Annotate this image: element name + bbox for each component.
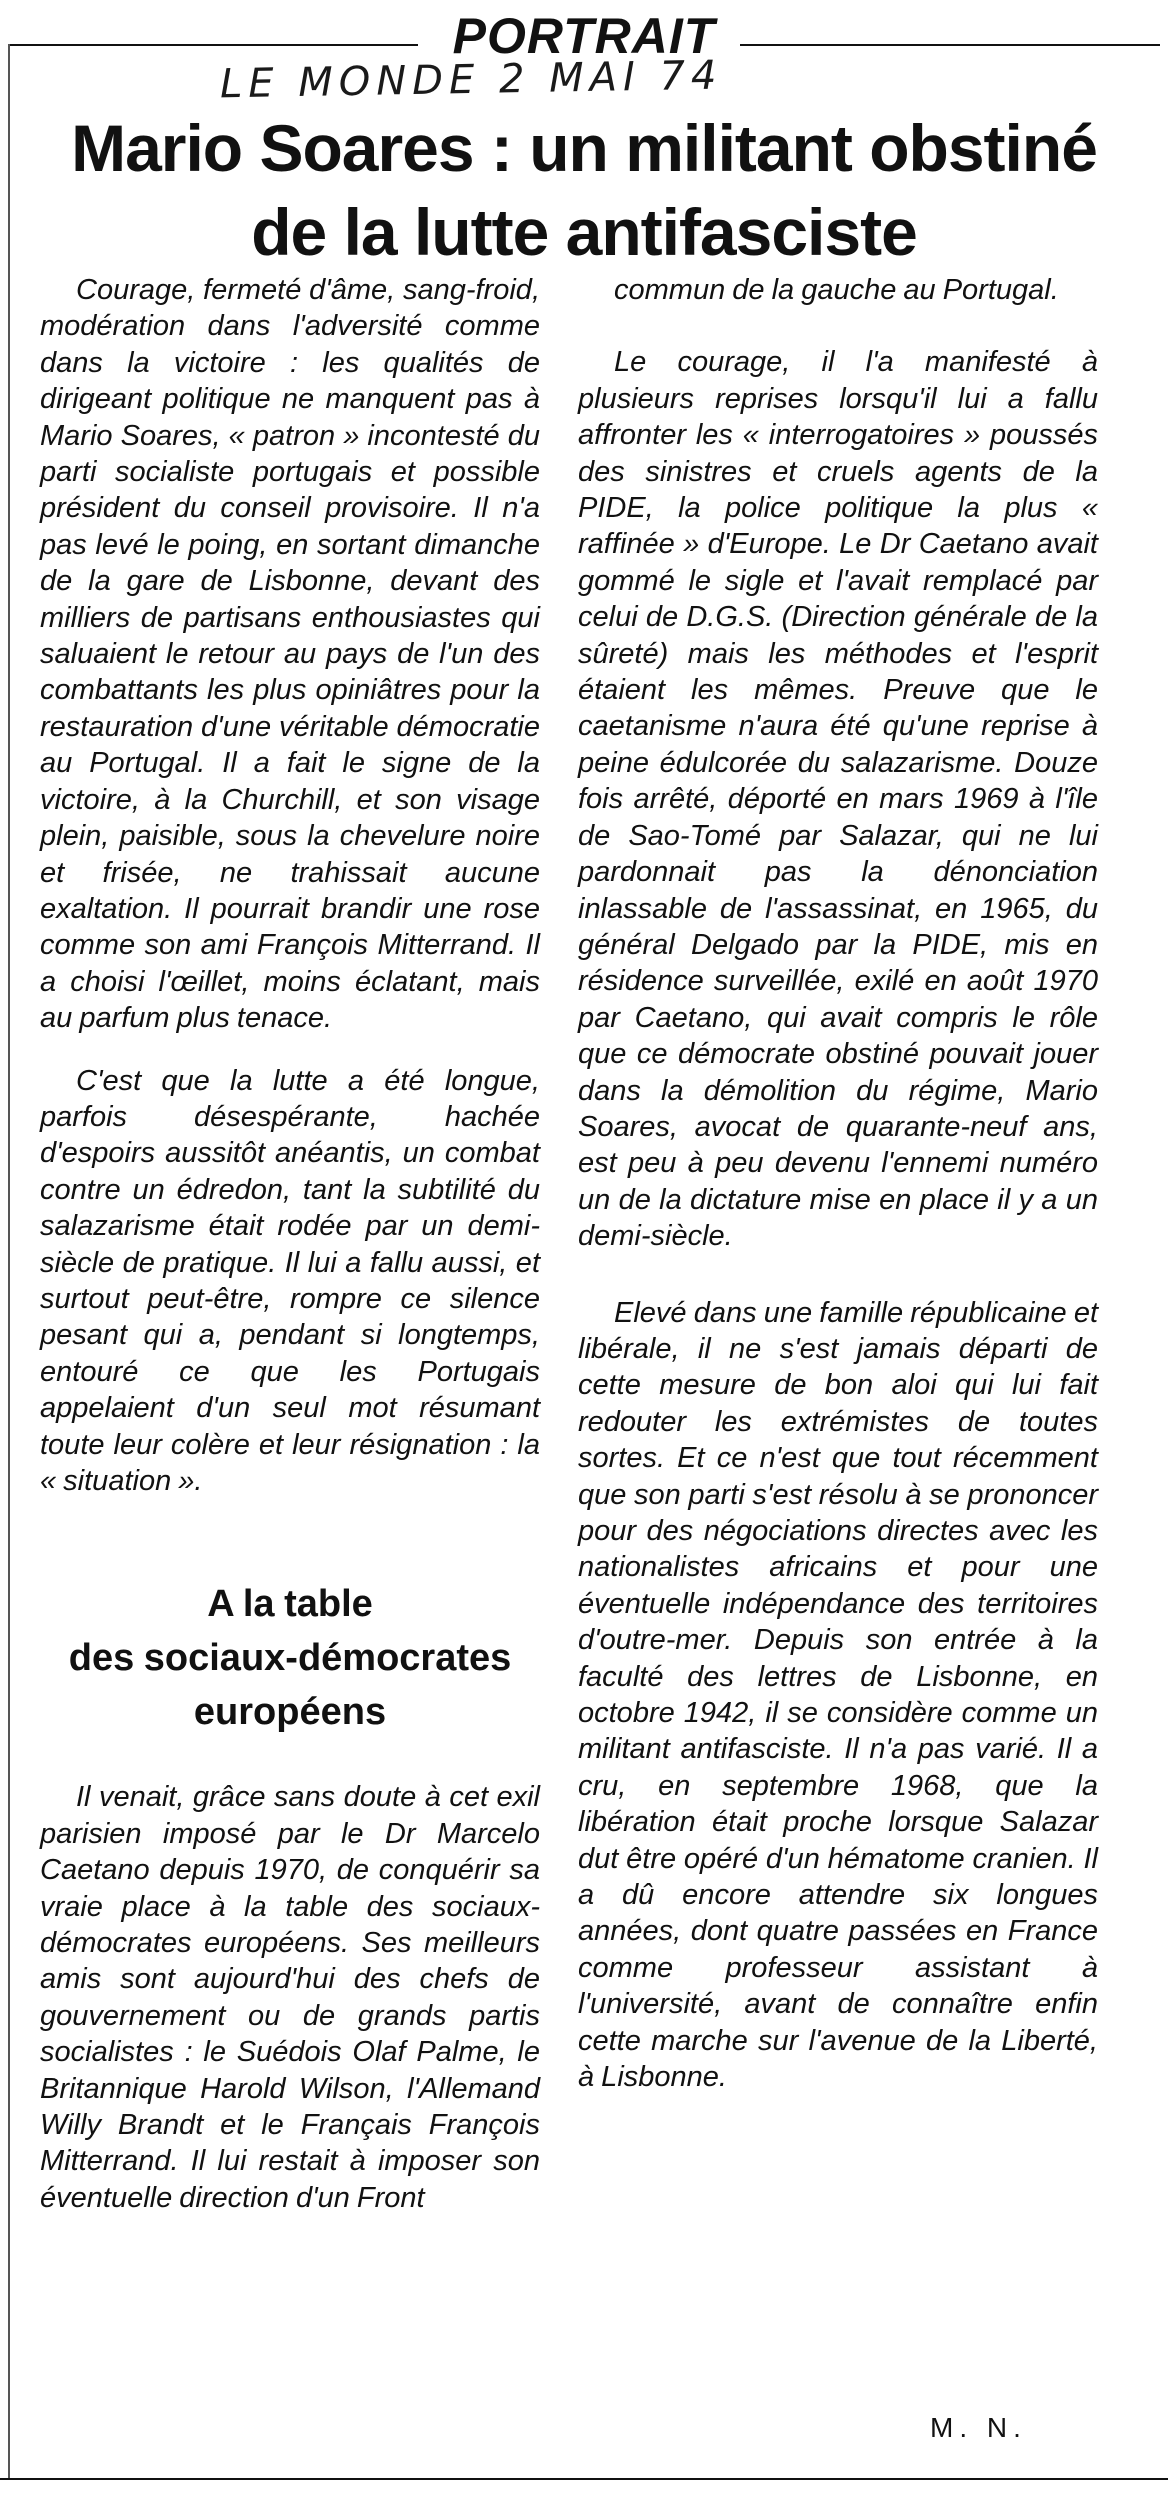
left-frame-rule <box>8 44 10 2478</box>
paragraph: Le courage, il l'a manifesté à plusieurs reprises lorsqu'il lui a fallu affronter les « interrogatoires » poussés des sinistres et cruels agents de la PIDE, la police politique la plus « raffinée » d'Europe. Le Dr Caetano avait gommé le sigle et l'avait remplacé par celui de D.G.S. (Direction générale de la sûreté) mais les méthodes et l'esprit étaient les mêmes. Preuve que le caetanisme n'aura été qu'une reprise à peine édulcorée du salazarisme. Douze fois arrêté, déporté en mars 1969 à l'île de Sao-Tomé par Salazar, qui ne lui pardonnait pas la dénonciation inlassable de l'assassinat, en 1965, du général Delgado par la PIDE, mis en résidence surveillée, exilé en août 1970 par Caetano, qui avait compris le rôle que ce démocrate obstiné pouvait jouer dans la démolition du régime, Mario Soares, avocat de quarante-neuf ans, est peu à peu devenu l'ennemi numéro un de la dictature mise en place il y a un demi-siècle. <box>578 346 1098 1253</box>
subheading-line-2: des sociaux-démocrates <box>68 1637 512 1680</box>
headline-line-1: Mario Soares : un militant obstiné <box>71 111 1097 185</box>
subheading-line-1: A la table <box>207 1583 373 1626</box>
handwritten-source-note: LE MONDE 2 MAI 74 <box>219 52 723 108</box>
paragraph: commun de la gauche au Portugal. <box>614 274 1059 306</box>
bottom-rule <box>0 2478 1168 2480</box>
subheading <box>40 1577 540 1739</box>
author-signature: M. N. <box>930 2412 1027 2443</box>
paragraph: Elevé dans une famille républicaine et libérale, il ne s'est jamais départi de cette mesure de bon aloi qui lui fait redouter les extrémistes de toutes sortes. Et ce n'est que tout récemment que son parti s'est résolu à se prononcer pour des négociations directes avec les nationalistes africains et pour une éventuelle indépendance des territoires d'outre-mer. Depuis son entrée à la faculté des lettres de Lisbonne, en octobre 1942, il se considère comme un militant antifasciste. Il n'a pas varié. Il a cru, en septembre 1968, que la libération était proche lorsque Salazar dut être opéré d'un hématome cranien. Il a dû encore attendre six longues années, dont quatre passées en France comme professeur assistant à l'université, avant de connaître enfin cette marche sur l'avenue de la Liberté, à Lisbonne. <box>578 1296 1098 2094</box>
section-label: PORTRAIT <box>452 8 716 64</box>
paragraph: Courage, fermeté d'âme, sang-froid, modération dans l'adversité comme dans la victoire : les qualités de dirigeant politique ne manquent pas à Mario Soares, « patron » incontesté du parti socialiste portugais et possible président du conseil provisoire. Il n'a pas levé le poing, en sortant dimanche de la gare de Lisbonne, devant des milliers de partisans enthousiastes qui saluaient le retour au pays de l'un des combattants les plus opiniâtres pour la restauration d'une véritable démocratie au Portugal. Il a fait le signe de la victoire, à la Churchill, et son visage plein, paisible, sous la chevelure noire et frisée, ne trahissait aucune exaltation. Il pourrait brandir une rose comme son ami François Mitterrand. Il a choisi l'œillet, moins éclatant, mais au parfum plus tenace. <box>40 274 540 1035</box>
paragraph: C'est que la lutte a été longue, parfois désespérante, hachée d'espoirs aussitôt anéantis, un combat contre un édredon, tant la subtilité du salazarisme était rodée par un demi-siècle de pratique. Il lui a fallu aussi, et surtout peut-être, rompre ce silence pesant qui a, pendant si longtemps, entouré ce que les Portugais appelaient d'un seul mot résumant toute leur colère et leur résignation : la « situation ». <box>40 1064 540 1497</box>
paragraph: Il venait, grâce sans doute à cet exil parisien imposé par le Dr Marcelo Caetano depuis 1970, de conquérir sa vraie place à la table des sociaux-démocrates européens. Ses meilleurs amis sont aujourd'hui des chefs de gouvernement ou de grands partis socialistes : le Suédois Olaf Palme, le Britannique Harold Wilson, l'Allemand Willy Brandt et le Français François Mitterrand. Il lui restait à imposer son éventuelle direction d'un Front <box>40 1781 540 2214</box>
headline <box>20 106 1148 274</box>
headline-line-2: de la lutte antifasciste <box>251 195 917 269</box>
subheading-line-3: européens <box>193 1691 387 1734</box>
left-column <box>40 272 540 2216</box>
right-column <box>578 272 1098 2096</box>
